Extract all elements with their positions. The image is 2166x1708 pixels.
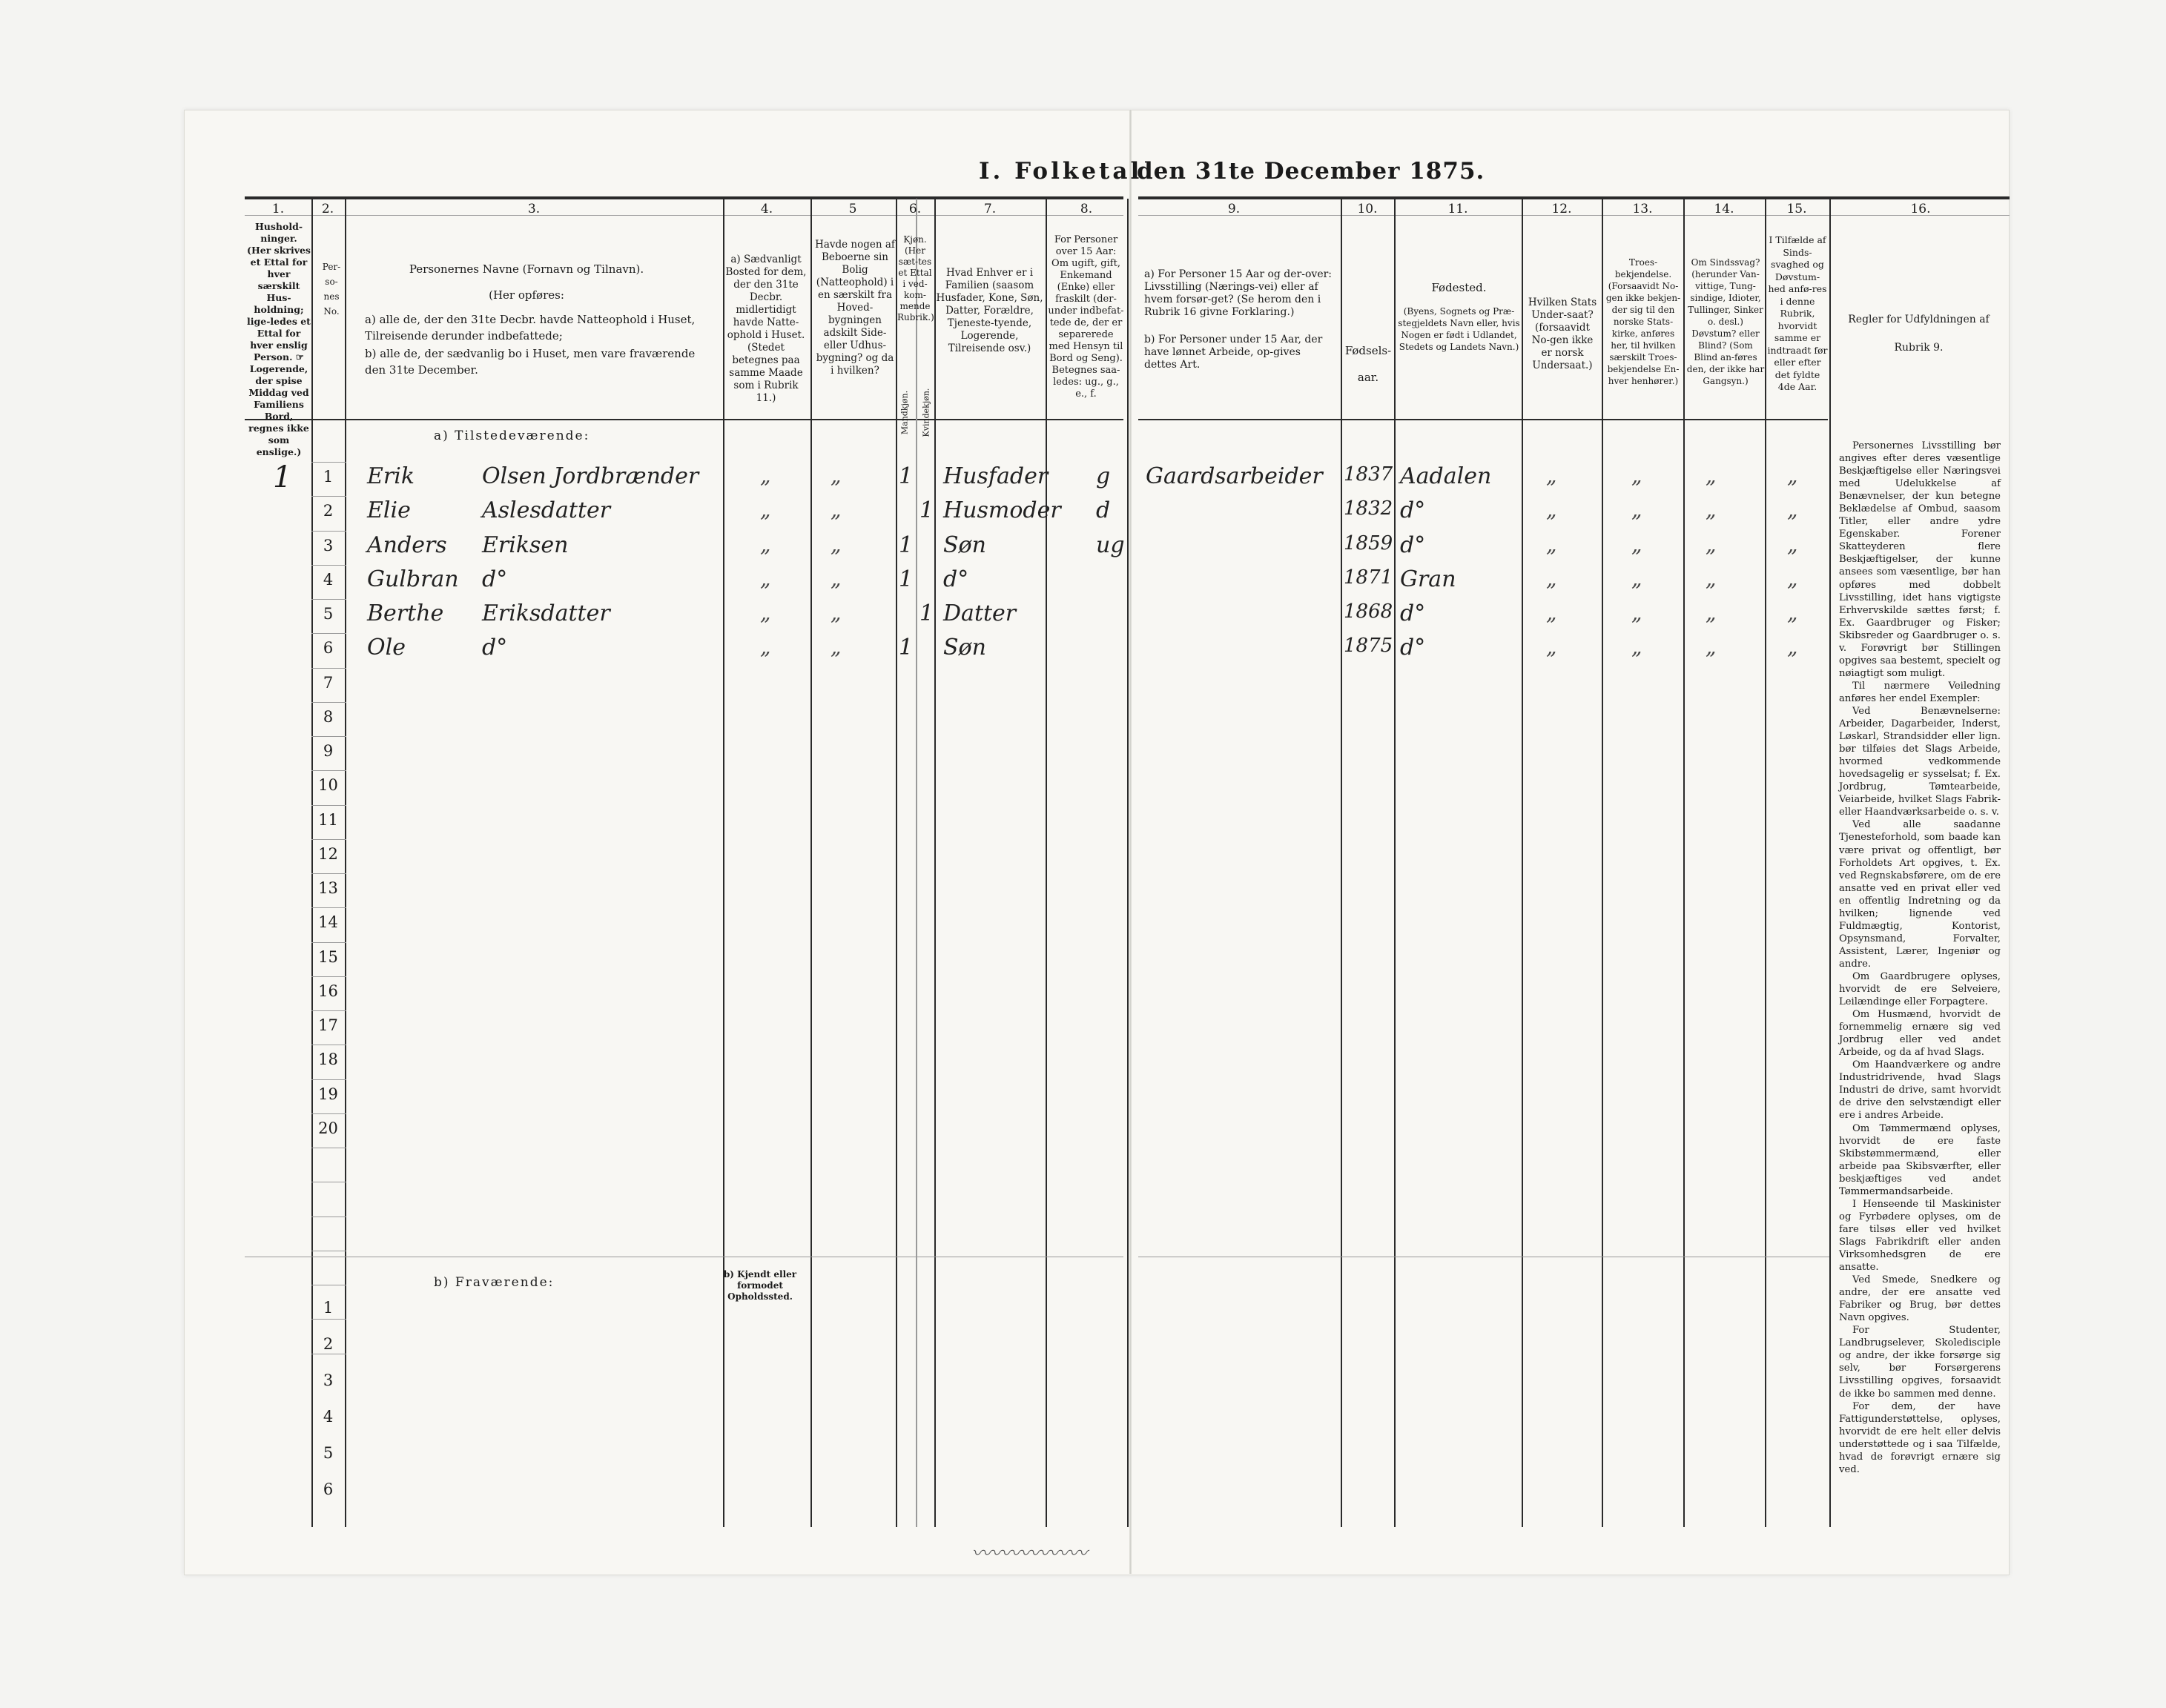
entry-surname: Eriksen	[482, 532, 569, 558]
row-number-present: 8	[323, 708, 334, 726]
entry-marital-status: ug	[1096, 532, 1125, 558]
row-rule-number	[311, 462, 346, 463]
header-occupation-a: a) For Personer 15 Aar og der-over: Livsstilling (Nærings-vei) eller af hvem forsør-get? (Se herom den i Rubrik 16 givne Forklaring.)	[1144, 268, 1333, 318]
row-number-present: 15	[318, 948, 338, 966]
row-rule-number	[311, 1010, 346, 1011]
column-number: 16.	[1910, 202, 1931, 216]
row-number-present: 12	[318, 845, 338, 863]
entry-family-role: Søn	[943, 532, 986, 558]
row-rule-number	[311, 1113, 346, 1114]
entry-citizenship: „	[1546, 566, 1557, 591]
header-citizenship: Hvilken Stats Under-saat? (forsaavidt No-gen ikke er norsk Undersaat.)	[1528, 297, 1597, 371]
entry-usual-residence: „	[760, 635, 771, 659]
header-names-sub: (Her opføres:	[489, 288, 564, 302]
entry-first-name: Ole	[367, 635, 406, 661]
row-rule-number	[311, 873, 346, 874]
instruction-paragraph: Personernes Livsstilling bør angives efter deres væsentlige Beskjæftigelse eller Næringsvei med Udelukkelse af Benævnelser, der kun betegne Beklædelse af Ombud, saasom Titler, eller andre ydre Egenskaber. Forener Skatteyderen flere Beskjæftigelser, der kunne ansees som væsentlige, bør han opføres med dobbelt Livsstilling, idet hans vigtigste Erhvervskilde sættes først; f. Ex. Gaardbruger og Fisker; Skibsreder og Gaardbruger o. s. v. Forøvrigt bør Stillingen opgives saa bestemt, specielt og nøiagtigt som muligt.	[1839, 440, 2001, 679]
entry-marital-status: g	[1096, 463, 1111, 489]
header-occupation-b: b) For Personer under 15 Aar, der have lønnet Arbeide, op-gives dettes Art.	[1144, 334, 1323, 371]
row-rule-number	[311, 633, 346, 634]
row-rule-number	[311, 531, 346, 532]
entry-disability-onset: „	[1787, 600, 1798, 625]
header-sex-male: Mandkjøn.	[899, 390, 910, 435]
column-rule	[1765, 199, 1766, 1527]
header-names-title: Personernes Navne (Fornavn og Tilnavn).	[409, 262, 644, 276]
row-rule-number	[311, 599, 346, 600]
entry-birthplace: d°	[1400, 532, 1426, 558]
entry-religion: „	[1631, 635, 1642, 659]
entry-household: 1	[273, 460, 292, 494]
row-number-present: 10	[318, 776, 338, 794]
entry-disability-onset: „	[1787, 566, 1798, 591]
entry-surname: d°	[482, 566, 508, 592]
row-number-present: 3	[323, 537, 334, 555]
column-number: 13.	[1632, 202, 1653, 216]
instruction-paragraph: Ved Smede, Snedkere og andre, der ere ansatte ved Fabriker og Brug, bør dettes Navn opgives.	[1839, 1274, 2001, 1324]
entry-first-name: Gulbran	[367, 566, 459, 592]
entry-surname: Aslesdatter	[482, 497, 611, 523]
header-birth-year: Fødsels-aar.	[1344, 344, 1392, 384]
column-number: 14.	[1714, 202, 1734, 216]
row-rule-number	[311, 942, 346, 943]
entry-citizenship: „	[1546, 497, 1557, 522]
header-birthplace-title: Fødested.	[1431, 281, 1487, 294]
entry-birthplace: Gran	[1400, 566, 1456, 592]
header-side-building: Havde nogen af Beboerne sin Bolig (Natteophold) i en særskilt fra Hoved-bygningen adskilt Side- eller Udhus-bygning? og da i hvilken?	[815, 239, 895, 377]
instruction-paragraph: Ved alle saadanne Tjenesteforhold, som baade kan være privat og offentligt, bør Forholdets Art opgives, t. Ex. ved Regnskabsførere, om de ere ansatte ved en privat eller ved en offentlig Indretning og da hvilken; lignende ved Fuldmægtig, Kontorist, Opsynsmand, Forvalter, Assistent, Lærer, Ingeniør og andre.	[1839, 819, 2001, 970]
instruction-paragraph: For Studenter, Landbrugselever, Skoledisciple og andre, der ikke forsørge sig selv, bør Forsørgerens Livsstilling opgives, forsaavidt de ikke bo sammen med denne.	[1839, 1325, 2001, 1400]
entry-surname: Olsen Jordbrænder	[482, 463, 699, 489]
entry-surname: d°	[482, 635, 508, 661]
column-rule	[1394, 199, 1396, 1527]
header-birthplace: (Byens, Sognets og Præ-stegjeldets Navn eller, hvis Nogen er født i Udlandet, Stedets og Landets Navn.)	[1398, 306, 1520, 352]
instruction-paragraph: Om Tømmermænd oplyses, hvorvidt de ere faste Skibstømmermænd, eller arbeide paa Skibsværfter, eller beskjæftiges ved andet Tømmermandsarbeide.	[1839, 1122, 2001, 1197]
entry-side-building: „	[831, 532, 842, 557]
column-rule	[810, 199, 812, 1527]
header-usual-residence: a) Sædvanligt Bosted for dem, der den 31te Decbr. midlertidigt havde Natte-ophold i Huset. (Stedet betegnes paa samme Maade som i Rubrik 11.)	[725, 254, 807, 404]
header-households: Hushold-ninger. (Her skrives et Ettal for hver særskilt Hus-holdning; lige-ledes et Ettal for hver enslig Person. ☞ Logerende, der spise Middag ved Familiens Bord, regnes ikke som enslige.)	[247, 221, 311, 457]
row-rule-number	[311, 770, 346, 771]
entry-birthplace: d°	[1400, 600, 1426, 626]
absent-location-note: b) Kjendt eller formodet Opholdssted.	[723, 1269, 797, 1302]
entry-disability: „	[1706, 635, 1717, 659]
entry-birth-year: 1875	[1344, 635, 1393, 657]
column-rule	[934, 199, 936, 1527]
row-number-absent: 3	[323, 1371, 334, 1389]
column-rule	[1127, 199, 1129, 1527]
row-number-present: 18	[318, 1050, 338, 1068]
row-rule-number	[311, 1079, 346, 1080]
column-rule	[896, 199, 897, 1527]
entry-disability-onset: „	[1787, 635, 1798, 659]
top-rule-right	[1138, 196, 2010, 199]
entry-usual-residence: „	[760, 532, 771, 557]
column-number: 10.	[1357, 202, 1378, 216]
instruction-paragraph: Om Gaardbrugere oplyses, hvorvidt de ere Selveiere, Leilændinge eller Forpagtere.	[1839, 970, 2001, 1008]
top-rule-left	[245, 196, 1123, 199]
entry-side-building: „	[831, 497, 842, 522]
entry-male: 1	[899, 463, 914, 489]
entry-religion: „	[1631, 463, 1642, 488]
column-number: 15.	[1786, 202, 1807, 216]
header-names-a: a) alle de, der den 31te Decbr. havde Natteophold i Huset, Tilreisende derunder indbefattede;	[365, 313, 696, 342]
row-number-present: 17	[318, 1016, 338, 1034]
entry-family-role: Datter	[943, 600, 1017, 626]
instruction-paragraph: Til nærmere Veiledning anføres her endel Exempler:	[1839, 680, 2001, 704]
entry-family-role: Søn	[943, 635, 986, 661]
row-number-present: 20	[318, 1119, 338, 1137]
entry-male: 1	[899, 532, 914, 558]
instruction-paragraph: Om Haandværkere og andre Industridrivende, hvad Slags Industri de drive, samt hvorvidt de drive den selvstændigt eller ere i andres Arbeide.	[1839, 1059, 2001, 1122]
archive-scribble: 〰〰〰〰〰〰	[971, 1543, 1088, 1565]
row-number-present: 7	[323, 674, 334, 692]
column-rule	[916, 199, 917, 1527]
header-person-number: Per-so-nes No.	[322, 262, 341, 317]
entry-disability: „	[1706, 532, 1717, 557]
row-number-absent: 5	[323, 1444, 334, 1462]
entry-usual-residence: „	[760, 463, 771, 488]
row-rule-number	[311, 907, 346, 908]
header-names-b: b) alle de, der sædvanlig bo i Huset, men vare fraværende den 31te December.	[365, 347, 696, 377]
entry-citizenship: „	[1546, 600, 1557, 625]
entry-birth-year: 1871	[1344, 566, 1393, 589]
entry-usual-residence: „	[760, 497, 771, 522]
entry-usual-residence: „	[760, 566, 771, 591]
entry-citizenship: „	[1546, 635, 1557, 659]
page-fold	[1129, 110, 1132, 1574]
column-rule	[1341, 199, 1342, 1527]
entry-birthplace: d°	[1400, 497, 1426, 523]
column-rule	[723, 199, 724, 1527]
entry-birthplace: Aadalen	[1400, 463, 1492, 489]
header-sex-female: Kvindekjøn.	[921, 388, 931, 437]
row-rule-number	[311, 496, 346, 497]
header-marital-status: For Personer over 15 Aar: Om ugift, gift, Enkemand (Enke) eller fraskilt (der-under indbefat-tede de, der er separerede med Hensyn til Bord og Seng). Betegnes saa-ledes: ug., g., e., f.	[1048, 234, 1124, 400]
entry-religion: „	[1631, 532, 1642, 557]
row-number-present: 16	[318, 982, 338, 1000]
header-bottom-right	[1138, 419, 1828, 420]
row-rule-number	[311, 736, 346, 737]
column-number: 6.	[908, 202, 922, 216]
entry-first-name: Erik	[367, 463, 415, 489]
entry-male: 1	[899, 635, 914, 661]
entry-birth-year: 1868	[1344, 600, 1393, 623]
instruction-paragraph: Ved Benævnelserne: Arbeider, Dagarbeider, Inderst, Løskarl, Strandsidder eller lign. bør tilføies det Slags Arbeide, hvormed vedkommende hovedsagelig er sysselsat; f. Ex. Jordbrug, Tømtearbeide, Veiarbeide, hvilket Slags Fabrik- eller Haandværksarbeide o. s. v.	[1839, 705, 2001, 818]
row-rule-number	[311, 805, 346, 806]
entry-citizenship: „	[1546, 532, 1557, 557]
entry-male: 1	[899, 566, 914, 592]
column-number: 4.	[760, 202, 773, 216]
column-rule	[1683, 199, 1685, 1527]
entry-family-role: d°	[943, 566, 969, 592]
column-rule	[1829, 199, 1831, 1527]
rubric-9-instructions	[1839, 440, 2001, 1476]
entry-disability-onset: „	[1787, 497, 1798, 522]
column-rule	[1522, 199, 1523, 1527]
row-number-present: 13	[318, 879, 338, 897]
entry-disability: „	[1706, 463, 1717, 488]
header-bottom-left	[245, 419, 1123, 420]
row-number-absent: 4	[323, 1408, 334, 1426]
entry-side-building: „	[831, 566, 842, 591]
entry-disability-onset: „	[1787, 463, 1798, 488]
entry-birth-year: 1832	[1344, 497, 1393, 520]
row-number-absent: 6	[323, 1480, 334, 1498]
column-number: 7.	[983, 202, 997, 216]
entry-occupation: Gaardsarbeider	[1146, 463, 1323, 489]
entry-birth-year: 1859	[1344, 532, 1393, 555]
entry-citizenship: „	[1546, 463, 1557, 488]
entry-usual-residence: „	[760, 600, 771, 625]
entry-side-building: „	[831, 463, 842, 488]
column-number: 2.	[321, 202, 334, 216]
row-number-present: 5	[323, 605, 334, 623]
header-disability-onset: I Tilfælde af Sinds-svaghed og Døvstum-hed anfø-res i denne Rubrik, hvorvidt samme er indtraadt før eller efter det fyldte 4de Aar.	[1767, 234, 1828, 392]
row-number-present: 19	[318, 1085, 338, 1103]
column-number: 12.	[1551, 202, 1572, 216]
entry-first-name: Elie	[367, 497, 411, 523]
instruction-paragraph: Om Husmænd, hvorvidt de fornemmelig ernære sig ved Jordbrug eller ved andet Arbeide, og da af hvad Slags.	[1839, 1009, 2001, 1059]
column-number: 1.	[271, 202, 285, 216]
entry-religion: „	[1631, 497, 1642, 522]
row-number-present: 2	[323, 502, 334, 520]
header-family-role: Hvad Enhver er i Familien (saasom Husfader, Kone, Søn, Datter, Forældre, Tjeneste-tyende, Logerende, Tilreisende osv.)	[936, 267, 1043, 354]
column-number: 9.	[1227, 202, 1241, 216]
row-rule-number	[311, 976, 346, 977]
header-disability: Om Sindssvag? (herunder Van-vittige, Tung-sindige, Idioter, Tullinger, Sinker o. desl.) Døvstum? eller Blind? (Som Blind an-føres den, der ikke har Gangsyn.)	[1686, 257, 1765, 386]
column-rule	[1602, 199, 1603, 1527]
entry-first-name: Berthe	[367, 600, 444, 626]
column-number: 11.	[1447, 202, 1468, 216]
header-religion: Troes-bekjendelse. (Forsaavidt No-gen ikke bekjen-der sig til den norske Stats-kirke, anføres her, til hvilken særskilt Troes-bekjendelse En-hver henhører.)	[1605, 257, 1681, 386]
row-number-present: 11	[318, 811, 338, 829]
entry-birth-year: 1837	[1344, 463, 1393, 486]
row-number-absent: 1	[323, 1299, 334, 1317]
entry-religion: „	[1631, 600, 1642, 625]
column-number: 5	[848, 202, 857, 216]
row-rule-number	[311, 702, 346, 703]
entry-first-name: Anders	[367, 532, 447, 558]
entry-religion: „	[1631, 566, 1642, 591]
row-number-present: 14	[318, 913, 338, 931]
form-title-left: I. Folketal	[979, 158, 1143, 185]
entry-family-role: Husfader	[943, 463, 1049, 489]
row-rule-number	[311, 565, 346, 566]
entry-side-building: „	[831, 635, 842, 659]
instruction-paragraph: I Henseende til Maskinister og Fyrbødere oplyses, om de fare tilsøs eller ved hvilket Slags Fabrikdrift eller anden Virksomhedsgren de ere ansatte.	[1839, 1198, 2001, 1274]
entry-surname: Eriksdatter	[482, 600, 610, 626]
entry-marital-status: d	[1096, 497, 1111, 523]
entry-female: 1	[919, 600, 934, 626]
header-sex: Kjøn. (Her sæt-tes et Ettal i ved-kom-mende Rubrik.)	[897, 234, 934, 322]
column-rule	[345, 199, 346, 1527]
column-number: 8.	[1080, 202, 1093, 216]
entry-side-building: „	[831, 600, 842, 625]
entry-disability: „	[1706, 497, 1717, 522]
entry-disability-onset: „	[1787, 532, 1798, 557]
row-number-present: 9	[323, 742, 334, 760]
row-rule-number	[311, 839, 346, 840]
section-present: a) Tilstedeværende:	[434, 428, 590, 443]
column-number: 3.	[527, 202, 541, 216]
entry-family-role: Husmoder	[943, 497, 1061, 523]
entry-female: 1	[919, 497, 934, 523]
row-rule-number	[311, 1319, 346, 1320]
entry-disability: „	[1706, 566, 1717, 591]
section-absent: b) Fraværende:	[434, 1275, 555, 1290]
row-number-present: 6	[323, 639, 334, 657]
row-number-absent: 2	[323, 1335, 334, 1353]
row-rule-number	[311, 668, 346, 669]
header-rules: Regler for Udfyldningen af Rubrik 9.	[1848, 314, 1990, 354]
row-number-present: 4	[323, 571, 334, 589]
form-title-right: den 31te December 1875.	[1137, 158, 1485, 185]
entry-disability: „	[1706, 600, 1717, 625]
row-number-present: 1	[323, 468, 334, 486]
column-rule	[311, 199, 313, 1527]
entry-birthplace: d°	[1400, 635, 1426, 661]
instruction-paragraph: For dem, der have Fattigunderstøttelse, oplyses, hvorvidt de ere helt eller delvis understøttede og i saa Tilfælde, hvad de forøvrigt ernære sig ved.	[1839, 1400, 2001, 1475]
